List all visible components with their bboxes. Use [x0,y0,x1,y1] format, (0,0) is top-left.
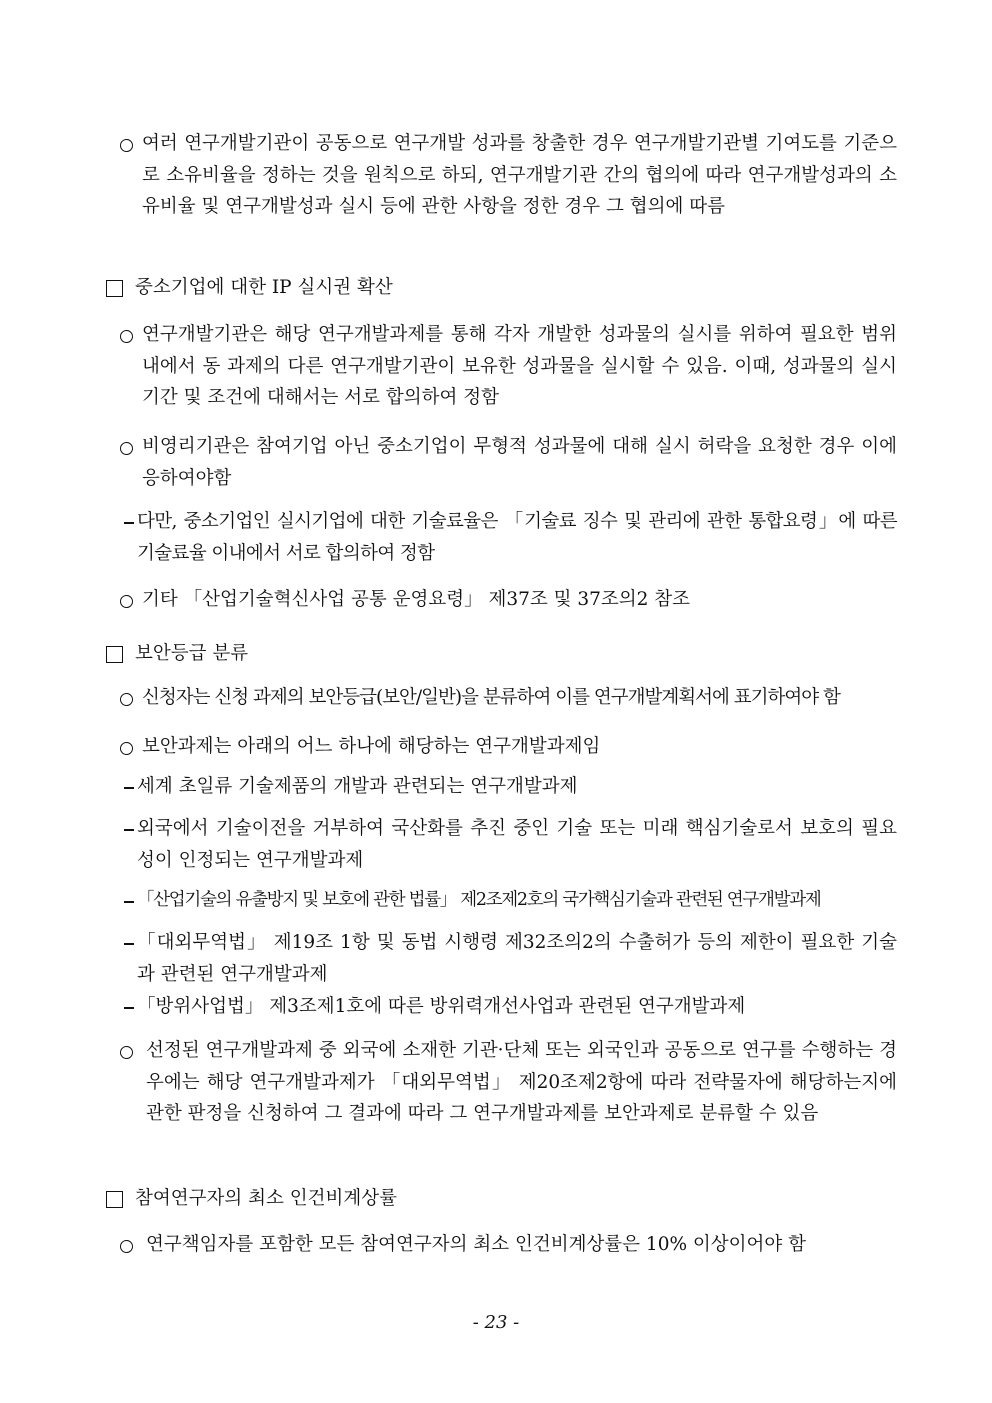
item-text: 외국에서 기술이전을 거부하여 국산화를 추진 중인 기술 또는 미래 핵심기술로서 보호의 필요성이 인정되는 연구개발과제 [137,818,897,871]
dash-bullet-icon [124,901,134,903]
circle-bullet-icon [120,742,133,755]
dash-bullet-icon [124,787,134,789]
section-title: 참여연구자의 최소 인건비계상률 [135,1188,397,1209]
item-text: 다만, 중소기업인 실시기업에 대한 기술료율은 「기술료 징수 및 관리에 관한 통합요령」에 따른 기술료율 이내에서 서로 합의하여 정함 [137,511,897,564]
item-text: 신청자는 신청 과제의 보안등급(보안/일반)을 분류하여 이를 연구개발계획서에 표기하여야 함 [142,687,840,708]
circle-bullet-icon [120,693,133,706]
section-title: 보안등급 분류 [135,643,249,664]
item-text: 「대외무역법」 제19조 1항 및 동법 시행령 제32조의2의 수출허가 등의 제한이 필요한 기술과 관련된 연구개발과제 [137,932,897,985]
section-title: 중소기업에 대한 IP 실시권 확산 [135,277,393,298]
item-text: 세계 초일류 기술제품의 개발과 관련되는 연구개발과제 [137,776,578,797]
item-text: 보안과제는 아래의 어느 하나에 해당하는 연구개발과제임 [142,736,601,757]
circle-bullet-icon [120,442,133,455]
item-text: 선정된 연구개발과제 중 외국에 소재한 기관·단체 또는 외국인과 공동으로 연구를 수행하는 경우에는 해당 연구개발과제가 「대외무역법」 제20조제2항에 따라 전략물자에 해당하는지에 관한 판정을 신청하여 그 결과에 따라 그 연구개발과제를 보안과제로 분류할 수 있음 [146,1040,897,1124]
dash-bullet-icon [124,829,134,831]
dash-bullet-icon [124,1007,134,1009]
item-text: 「산업기술의 유출방지 및 보호에 관한 법률」 제2조제2호의 국가핵심기술과 관련된 연구개발과제 [137,890,821,910]
item-text: 「방위사업법」 제3조제1호에 따른 방위력개선사업과 관련된 연구개발과제 [137,996,746,1017]
circle-bullet-icon [120,139,133,152]
item-text: 연구개발기관은 해당 연구개발과제를 통해 각자 개발한 성과물의 실시를 위하여 필요한 범위 내에서 동 과제의 다른 연구개발기관이 보유한 성과물을 실시할 수 있음. 이때, 성과물의 실시기간 및 조건에 대해서는 서로 합의하여 정함 [142,324,897,408]
item-text: 비영리기관은 참여기업 아닌 중소기업이 무형적 성과물에 대해 실시 허락을 요청한 경우 이에 응하여야함 [142,436,897,489]
checkbox-square-icon [106,1191,123,1208]
item-text: 여러 연구개발기관이 공동으로 연구개발 성과를 창출한 경우 연구개발기관별 기여도를 기준으로 소유비율을 정하는 것을 원칙으로 하되, 연구개발기관 간의 협의에 따라 연구개발성과의 소유비율 및 연구개발성과 실시 등에 관한 사항을 정한 경우 그 협의에 따름 [142,133,897,217]
circle-bullet-icon [120,1240,133,1253]
checkbox-square-icon [106,646,123,663]
item-text: 연구책임자를 포함한 모든 참여연구자의 최소 인건비계상률은 10% 이상이어야 함 [146,1234,807,1255]
checkbox-square-icon [106,280,123,297]
dash-bullet-icon [124,522,134,524]
circle-bullet-icon [120,595,133,608]
item-text: 기타 「산업기술혁신사업 공통 운영요령」 제37조 및 37조의2 참조 [142,589,691,610]
dash-bullet-icon [124,943,134,945]
circle-bullet-icon [120,1046,133,1059]
circle-bullet-icon [120,330,133,343]
page-number: - 23 - [472,1312,520,1333]
